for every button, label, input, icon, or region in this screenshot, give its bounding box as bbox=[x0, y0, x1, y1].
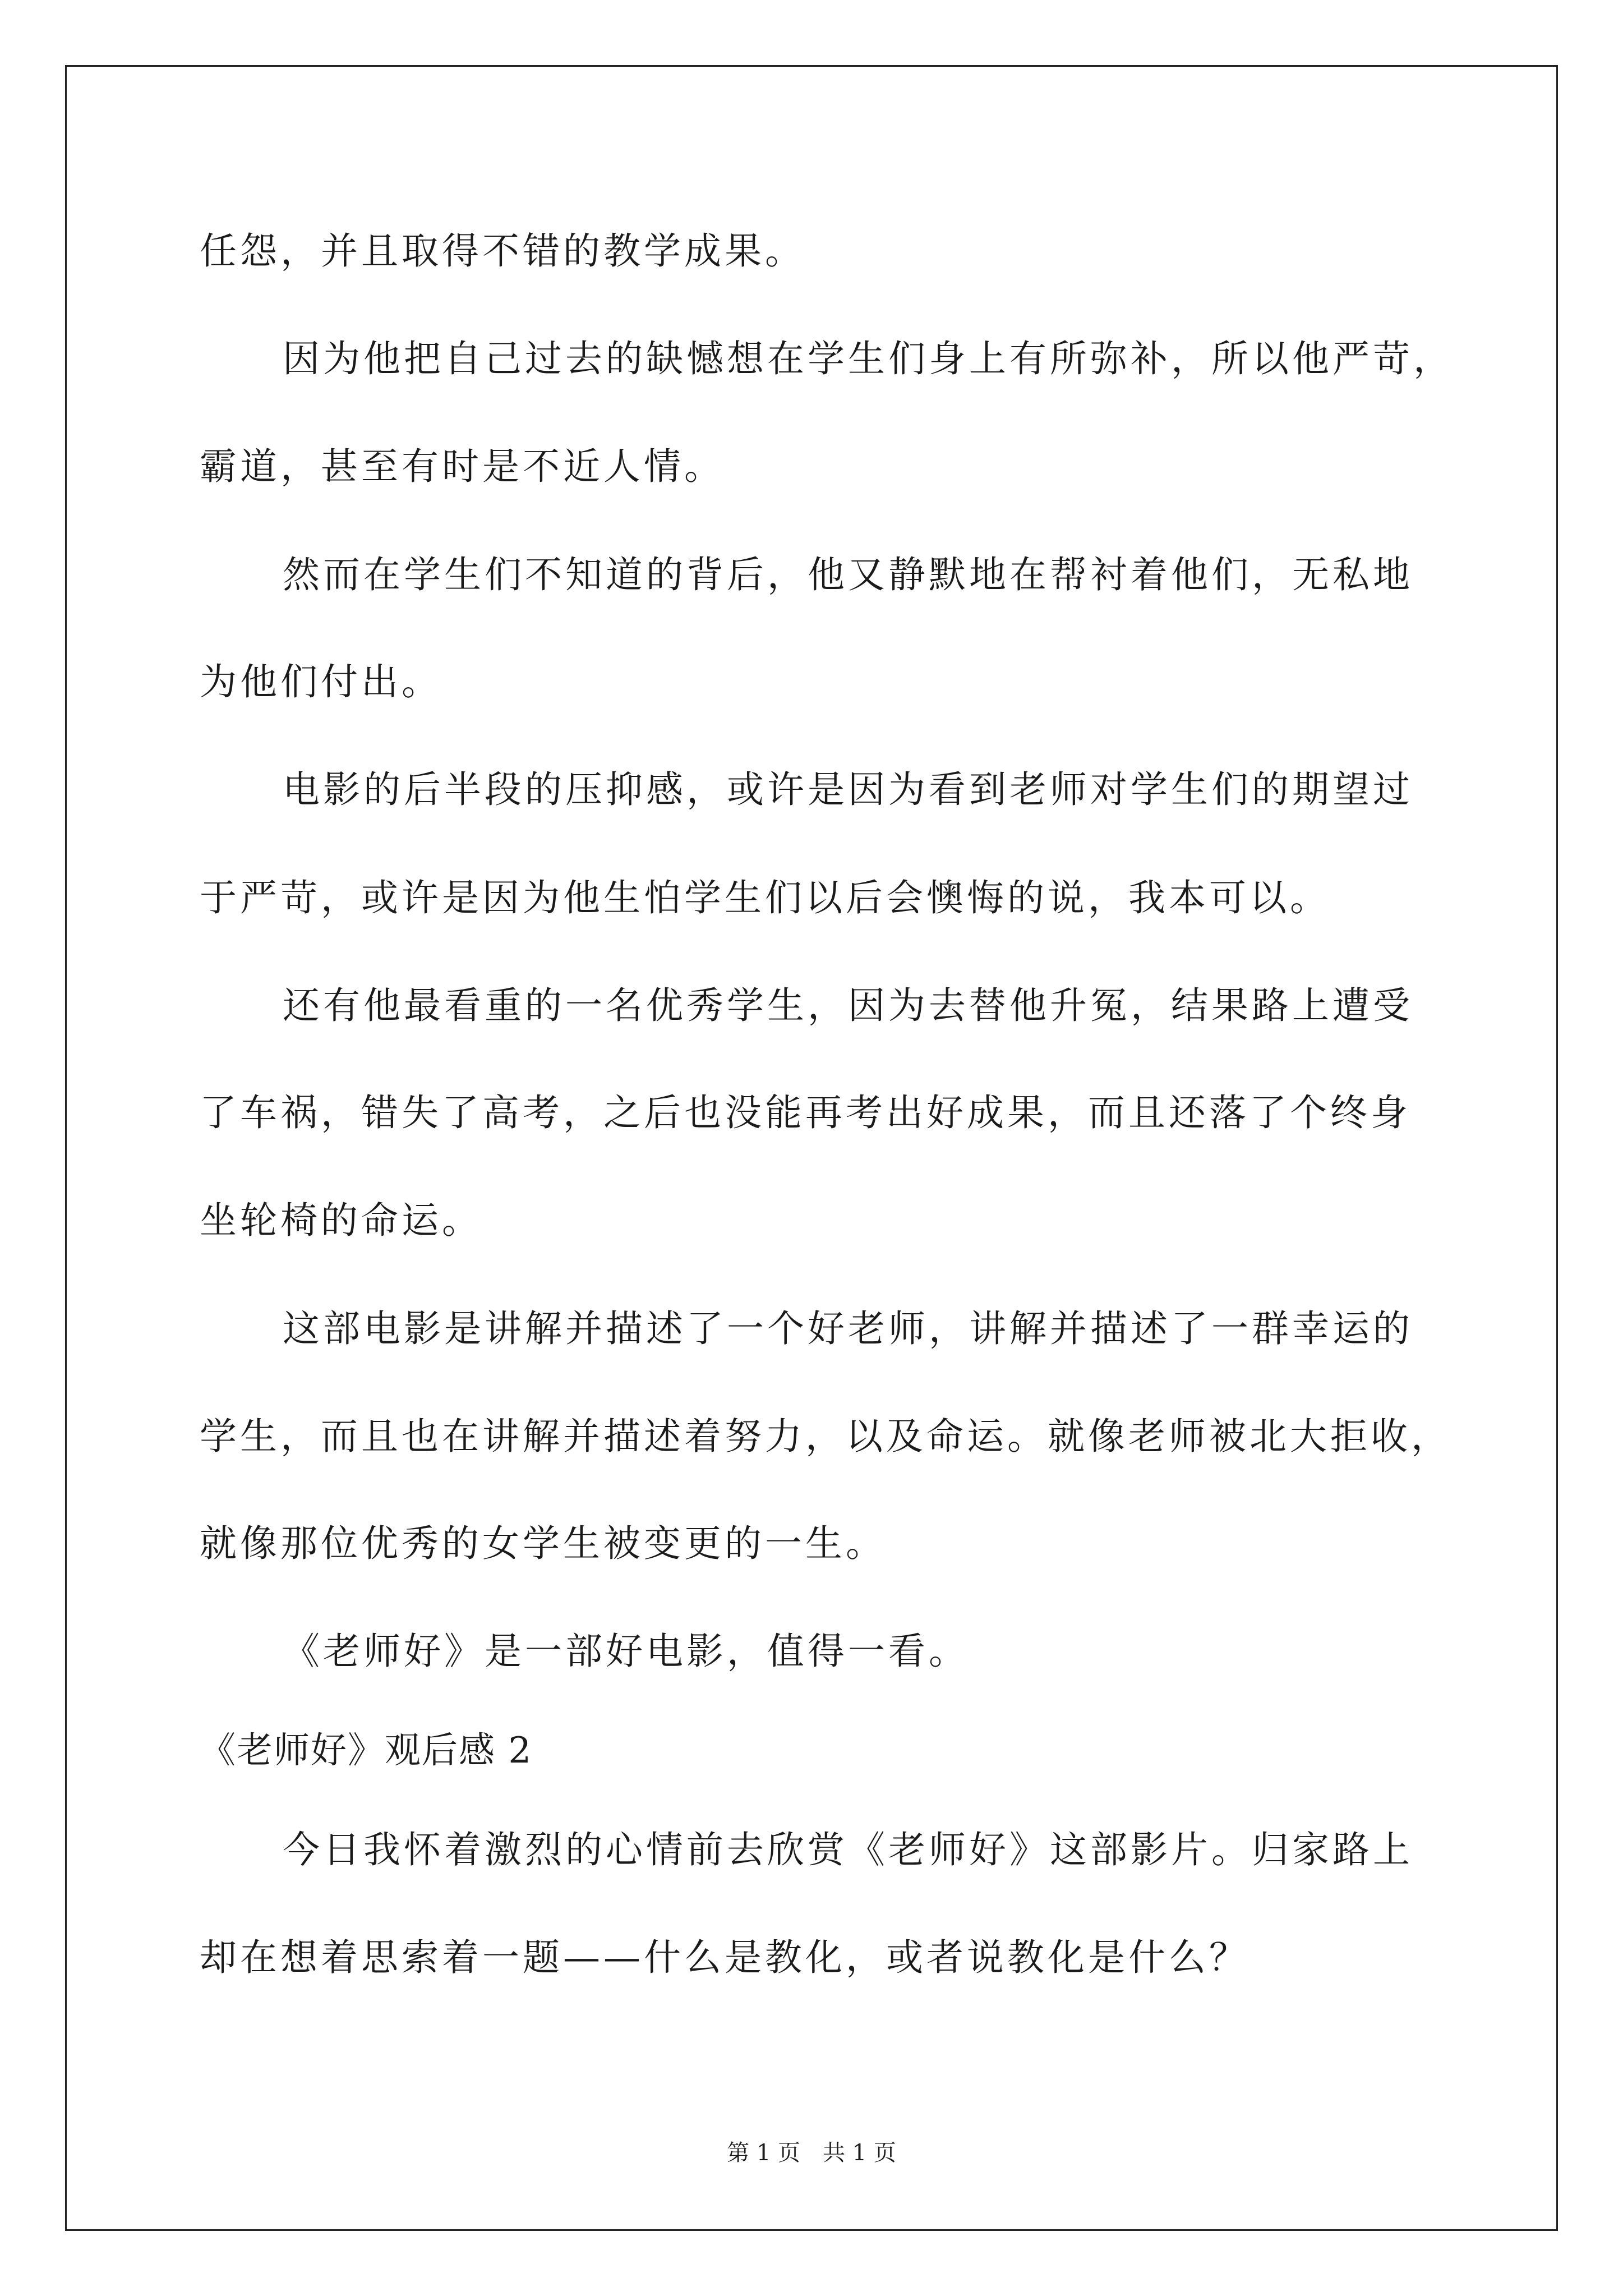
text-line: 却在想着思索着一题——什么是教化，或者说教化是什么？ bbox=[200, 1936, 1249, 1979]
text-line: 坐轮椅的命运。 bbox=[200, 1199, 482, 1242]
page-footer: 第 1 页 共 1 页 bbox=[727, 2140, 896, 2166]
text-line: 就像那位优秀的女学生被变更的一生。 bbox=[200, 1522, 886, 1565]
text-line: 霸道，甚至有时是不近人情。 bbox=[200, 445, 725, 488]
paragraph-line: 因为他把自己过去的缺憾想在学生们身上有所弥补，所以他严苛， bbox=[283, 337, 1454, 380]
paragraph-line: 《老师好》是一部好电影，值得一看。 bbox=[283, 1630, 969, 1673]
text-line: 于严苛，或许是因为他生怕学生们以后会懊悔的说，我本可以。 bbox=[200, 876, 1330, 919]
paragraph-line: 然而在学生们不知道的背后，他又静默地在帮衬着他们，无私地 bbox=[283, 553, 1413, 596]
text-line: 为他们付出。 bbox=[200, 660, 442, 703]
page-border bbox=[65, 65, 1558, 2231]
paragraph-line: 今日我怀着激烈的心情前去欣赏《老师好》这部影片。归家路上 bbox=[283, 1828, 1413, 1871]
paragraph-line: 这部电影是讲解并描述了一个好老师，讲解并描述了一群幸运的 bbox=[283, 1307, 1413, 1350]
section-heading: 《老师好》观后感 2 bbox=[200, 1730, 533, 1772]
text-line: 任怨，并且取得不错的教学成果。 bbox=[200, 229, 805, 273]
paragraph-line: 还有他最看重的一名优秀学生，因为去替他升冤，结果路上遭受 bbox=[283, 984, 1413, 1027]
text-line: 了车祸，错失了高考，之后也没能再考出好成果，而且还落了个终身 bbox=[200, 1091, 1411, 1134]
paragraph-line: 电影的后半段的压抑感，或许是因为看到老师对学生们的期望过 bbox=[283, 768, 1413, 811]
text-line: 学生，而且也在讲解并描述着努力，以及命运。就像老师被北大拒收， bbox=[200, 1415, 1451, 1458]
